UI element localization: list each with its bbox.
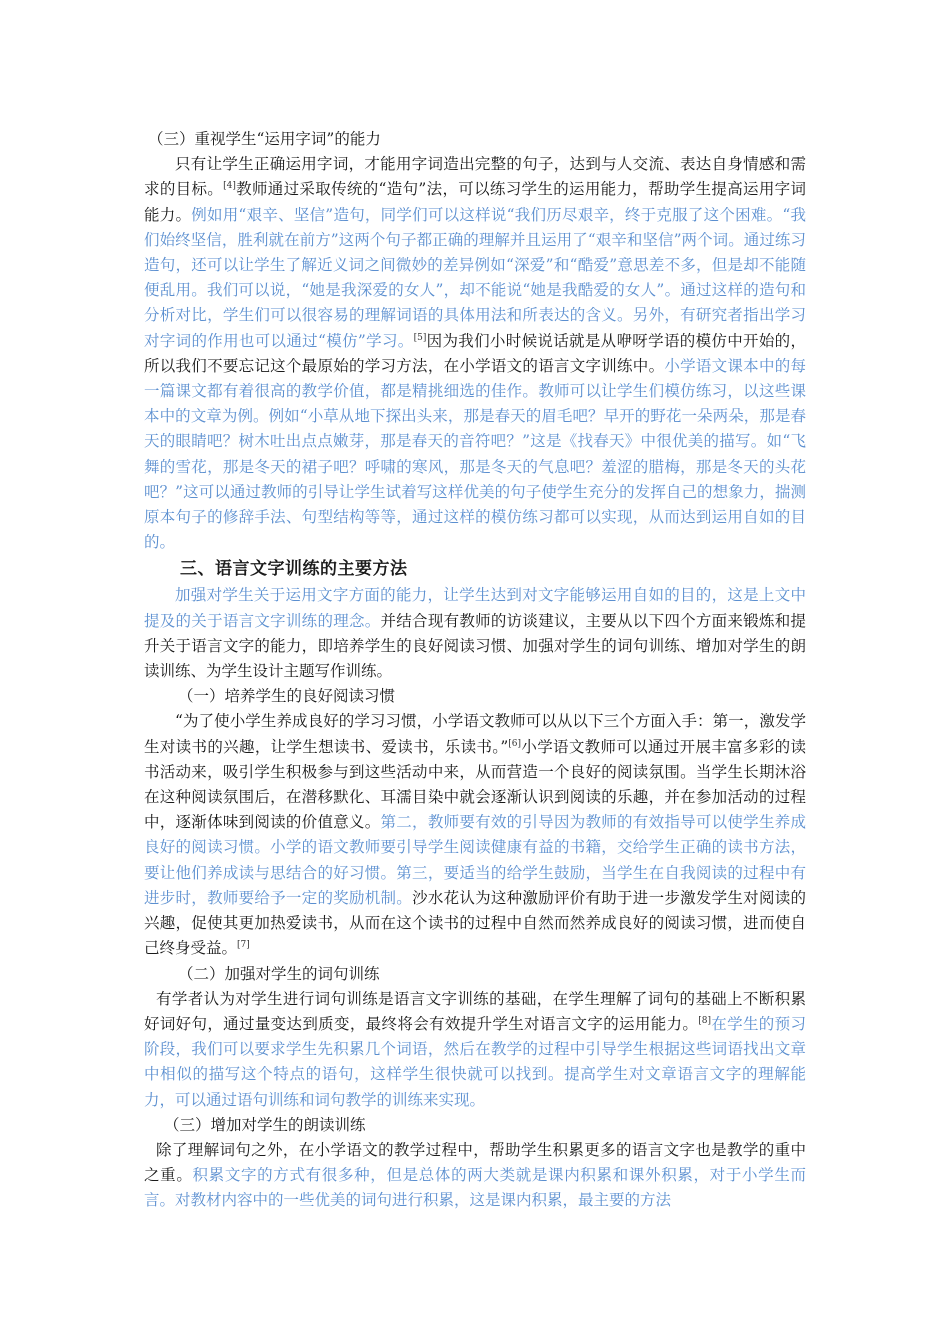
text-run: 只有让学生正确运用字词，才能用字词造出完整的句子，达到与人交流、表达自身情感和需求的目标。 (144, 155, 806, 199)
highlighted-text-run: 第二，教师要有效的引导因为教师的有效指导可以使学生养成良好的阅读习惯。小学的语文教师要引导学生阅读健康有益的书籍，交给学生正确的读书方法，要让他们养成读与思结合的好习惯。第三，要适当的给学生鼓励，当学生在自我阅读的过程中有进步时，教师要给予一定的奖励机制。 (144, 813, 806, 907)
paragraph-methods-intro (144, 583, 806, 684)
subsection-heading-1: （一）培养学生的良好阅读习惯 (178, 687, 396, 706)
subsection-heading-3: （三）增加对学生的朗读训练 (164, 1115, 366, 1134)
text-run: 除了理解词句之外，在小学语文的教学过程中，帮助学生积累更多的语言文字也是教学的重中之重。 (144, 1140, 806, 1185)
citation: [6] (508, 738, 522, 749)
text-run: 因为我们小时候说话就是从咿呀学语的模仿中开始的，所以我们不要忘记这个最原始的学习方法，在小学语文的语言文字训练中。 (144, 331, 806, 375)
highlighted-text-run: 积累文字的方式有很多种，但是总体的两大类就是课内积累和课外积累，对于小学生而言。对教材内容中的一些优美的词句进行积累，这是课内积累，最主要的方法 (144, 1166, 806, 1210)
chapter-title: 三、语言文字训练的主要方法 (180, 559, 408, 580)
text-run: 沙水花认为这种激励评价有助于进一步激发学生对阅读的兴趣，促使其更加热爱读书，从而在这个读书的过程中自然而然养成良好的阅读习惯，进而使自己终身受益。 (144, 888, 806, 958)
citation: [7] (237, 940, 250, 951)
subsection-heading-2: （二）加强对学生的词句训练 (178, 964, 380, 983)
citation: [4] (223, 181, 236, 192)
text-run: “为了使小学生养成良好的学习习惯，小学语文教师可以从以下三个方面入手：第一，激发学生对读书的兴趣，让学生想读书、爱读书，乐读书。” (144, 712, 806, 756)
citation: [8] (698, 1015, 711, 1026)
paragraph-word-usage (144, 152, 806, 555)
text-run: 小学语文教师可以通过开展丰富多彩的读书活动来，吸引学生积极参与到这些活动中来，从而营造一个良好的阅读氛围。当学生长期沐浴在这种阅读氛围后，在潜移默化、耳濡目染中就会逐渐认识到阅读的乐趣，并在参加活动的过程中，逐渐体味到阅读的价值意义。 (144, 737, 806, 832)
citation: [5] (413, 332, 427, 343)
document-page (144, 127, 806, 1214)
paragraph-sentence-training (144, 987, 806, 1113)
text-run: 教师通过采取传统的“造句”法，可以练习学生的运用能力，帮助学生提高运用字词能力。 (144, 180, 806, 224)
text-run: 并结合现有教师的访谈建议，主要从以下四个方面来锻炼和提升关于语言文字的能力，即培养学生的良好阅读习惯、加强对学生的词句训练、增加对学生的朗读训练、为学生设计主题写作训练。 (144, 611, 806, 681)
highlighted-text-run: 加强对学生关于运用文字方面的能力，让学生达到对文字能够运用自如的目的，这是上文中提及的关于语言文字训练的理念。 (144, 586, 806, 630)
highlighted-text-run: 在学生的预习阶段，我们可以要求学生先积累几个词语，然后在教学的过程中引导学生根据这些词语找出文章中相似的描写这个特点的语句，这样学生很快就可以找到。提高学生对文章语言文字的理解能力，可以通过语句训练和词句教学的训练来实现。 (144, 1014, 806, 1109)
paragraph-reading-habits (144, 709, 806, 961)
text-run: 有学者认为对学生进行词句训练是语言文字训练的基础，在学生理解了词句的基础上不断积累好词好句，通过量变达到质变，最终将会有效提升学生对语言文字的运用能力。 (144, 989, 806, 1033)
paragraph-reading-aloud (144, 1138, 806, 1214)
highlighted-text-run: 例如用“艰辛、坚信”造句，同学们可以这样说“我们历尽艰辛，终于克服了这个困难。“我们始终坚信，胜利就在前方”这两个句子都正确的理解并且运用了“艰辛和坚信”两个词。通过练习造句，还可以让学生了解近义词之间微妙的差异例如“深爱”和“酷爱”意思差不多，但是却不能随便乱用。我们可以说，“她是我深爱的女人”，却不能说“她是我酷爱的女人”。通过这样的造句和分析对比，学生们可以很容易的理解词语的具体用法和所表达的含义。另外，有研究者指出学习对字词的作用也可以通过“模仿”学习。 (144, 205, 806, 350)
section-heading-3: （三）重视学生“运用字词”的能力 (148, 130, 381, 148)
highlighted-text-run: 小学语文课本中的每一篇课文都有着很高的教学价值，都是精挑细选的佳作。教师可以让学生们模仿练习，以这些课本中的文章为例。例如“小草从地下探出头来，那是春天的眉毛吧？早开的野花一朵两朵，那是春天的眼睛吧？树木吐出点点嫩芽，那是春天的音符吧？”这是《找春天》中很优美的描写。如“飞舞的雪花，那是冬天的裙子吧？呼啸的寒风，那是冬天的气息吧？羞涩的腊梅，那是冬天的头花吧？”这可以通过教师的引导让学生试着写这样优美的句子使学生充分的发挥自己的想象力，揣测原本句子的修辞手法、句型结构等等，通过这样的模仿练习都可以实现，从而达到运用自如的目的。 (144, 356, 806, 552)
